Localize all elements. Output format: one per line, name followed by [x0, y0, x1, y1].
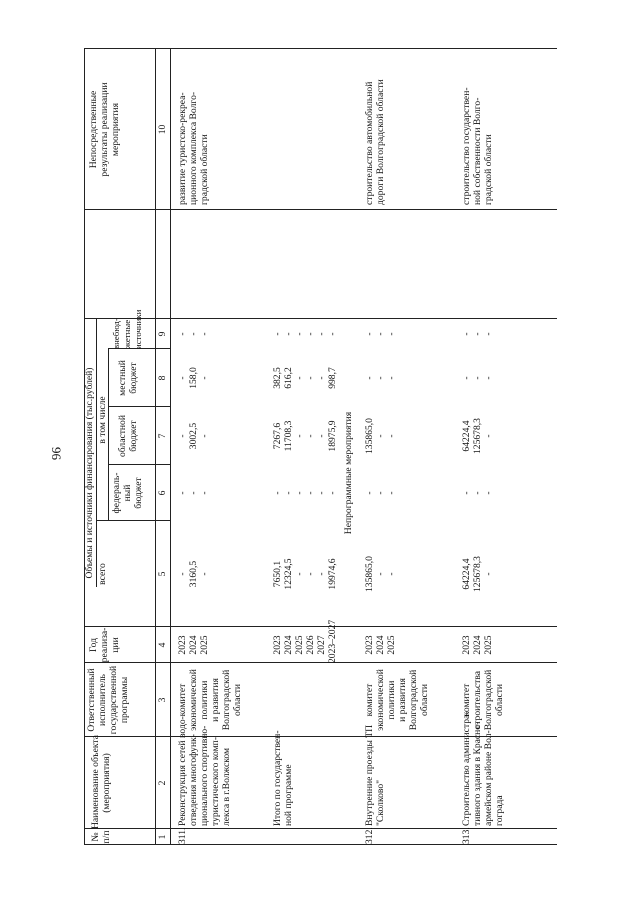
- page-number: 96: [49, 446, 64, 460]
- header-num: № п/п: [90, 830, 112, 844]
- row-311-reg: - 3002,5 -: [177, 422, 210, 450]
- header-resp: Ответственный исполнитель государственной программы: [86, 665, 130, 735]
- row-313-total: 64224,4 125678,3 -: [461, 556, 494, 592]
- col-num-2: 2: [157, 780, 168, 786]
- header-incl: в том числе: [97, 396, 108, 444]
- section-heading: Непрограммные мероприятия: [343, 411, 354, 535]
- row-311-result: развитие туристско-рекреа- ционного комплекса Волго- градской области: [177, 91, 210, 205]
- rule-right: [84, 48, 557, 49]
- col-num-3: 3: [157, 697, 168, 703]
- row-311-years: 2023 2024 2025: [177, 635, 210, 655]
- rule-incl: [108, 349, 109, 521]
- row-312-total: 135865,0 - -: [364, 556, 397, 592]
- row-313-resp: комитет строительства Волгоградской области: [461, 669, 505, 731]
- budget-table: [84, 48, 557, 845]
- row-313-num: 313.: [461, 827, 472, 844]
- total-reg: 7267,6 11708,3 - - - 18975,9: [272, 420, 338, 452]
- row-312-fed: - - -: [364, 491, 397, 495]
- row-313-reg: 64224,4 125678,3 -: [461, 418, 494, 454]
- row-311-fed: - - -: [177, 491, 210, 495]
- row-312-resp: комитет экономической политики и развития Волгоградской области: [364, 669, 430, 731]
- col-num-6: 6: [157, 490, 168, 496]
- row-313-name: Строительство администра- тивного здания в Красно- армейском районе Вол- гограда: [461, 711, 505, 826]
- rule-col10: [84, 209, 557, 210]
- rule-col1: [84, 828, 557, 829]
- total-name: Итого по государствен- ной программе: [272, 730, 294, 826]
- row-313-loc: - - -: [461, 376, 494, 380]
- col-num-5: 5: [157, 571, 168, 577]
- col-num-9: 9: [157, 331, 168, 337]
- rule-header-bottom: [155, 48, 156, 845]
- col-num-7: 7: [157, 433, 168, 439]
- row-312-result: строительство автомобильной дороги Волгоградской области: [364, 79, 386, 205]
- row-311-name: Реконструкция сетей водо- отведения многофунк- ционального спортивно- туристического комп- лекса в г.Волжском: [177, 716, 232, 826]
- row-311-total: - 3160,5 -: [177, 560, 210, 588]
- total-fed: - - - - - -: [272, 491, 338, 495]
- row-313-fed: - - -: [461, 491, 494, 495]
- row-311-loc: - 158,0 -: [177, 367, 210, 389]
- row-311-num: 311.: [177, 827, 188, 844]
- col-num-4: 4: [157, 642, 168, 648]
- total-years: 2023 2024 2025 2026 2027 2023–2027: [272, 619, 338, 663]
- header-name: Наименование объекта (мероприятия): [90, 735, 112, 829]
- header-year: Год реализа- ции: [88, 627, 121, 663]
- header-reg: областной бюджет: [117, 415, 139, 458]
- row-312-years: 2023 2024 2025: [364, 635, 397, 655]
- total-loc: 382,5 616,2 - - - 998,7: [272, 367, 338, 389]
- rule-nums-bottom: [170, 48, 171, 845]
- header-ext: внебюд- жетные источники: [111, 309, 143, 349]
- row-313-years: 2023 2024 2025: [461, 635, 494, 655]
- row-312-ext: - - -: [364, 332, 397, 336]
- row-312-num: 312.: [364, 827, 375, 844]
- row-312-name: Внутренние проезды ТП "Сколково": [364, 724, 386, 826]
- row-313-result: строительство государствен- ной собственности Волго- градской области: [461, 87, 494, 205]
- total-ext: - - - - - -: [272, 332, 338, 336]
- row-313-ext: - - -: [461, 332, 494, 336]
- header-volumes: Объемы и источники финансирования (тыс.рублей): [84, 367, 95, 579]
- rule-left: [84, 844, 557, 845]
- col-num-8: 8: [157, 375, 168, 381]
- total-total: 7650,1 12324,5 - - - 19974,6: [272, 558, 338, 590]
- row-311-ext: - - -: [177, 332, 210, 336]
- col-num-10: 10: [157, 124, 168, 135]
- header-result: Непосредственные результаты реализации мероприятия: [88, 82, 121, 177]
- header-loc: местный бюджет: [117, 360, 139, 396]
- col-num-1: 1: [157, 834, 168, 840]
- header-fed: федераль- ный бюджет: [111, 472, 144, 514]
- row-312-reg: 135865,0 - -: [364, 418, 397, 454]
- header-total: всего: [97, 563, 108, 585]
- row-312-loc: - - -: [364, 376, 397, 380]
- row-311-resp: комитет экономической политики и развития Волгоградской области: [177, 669, 243, 731]
